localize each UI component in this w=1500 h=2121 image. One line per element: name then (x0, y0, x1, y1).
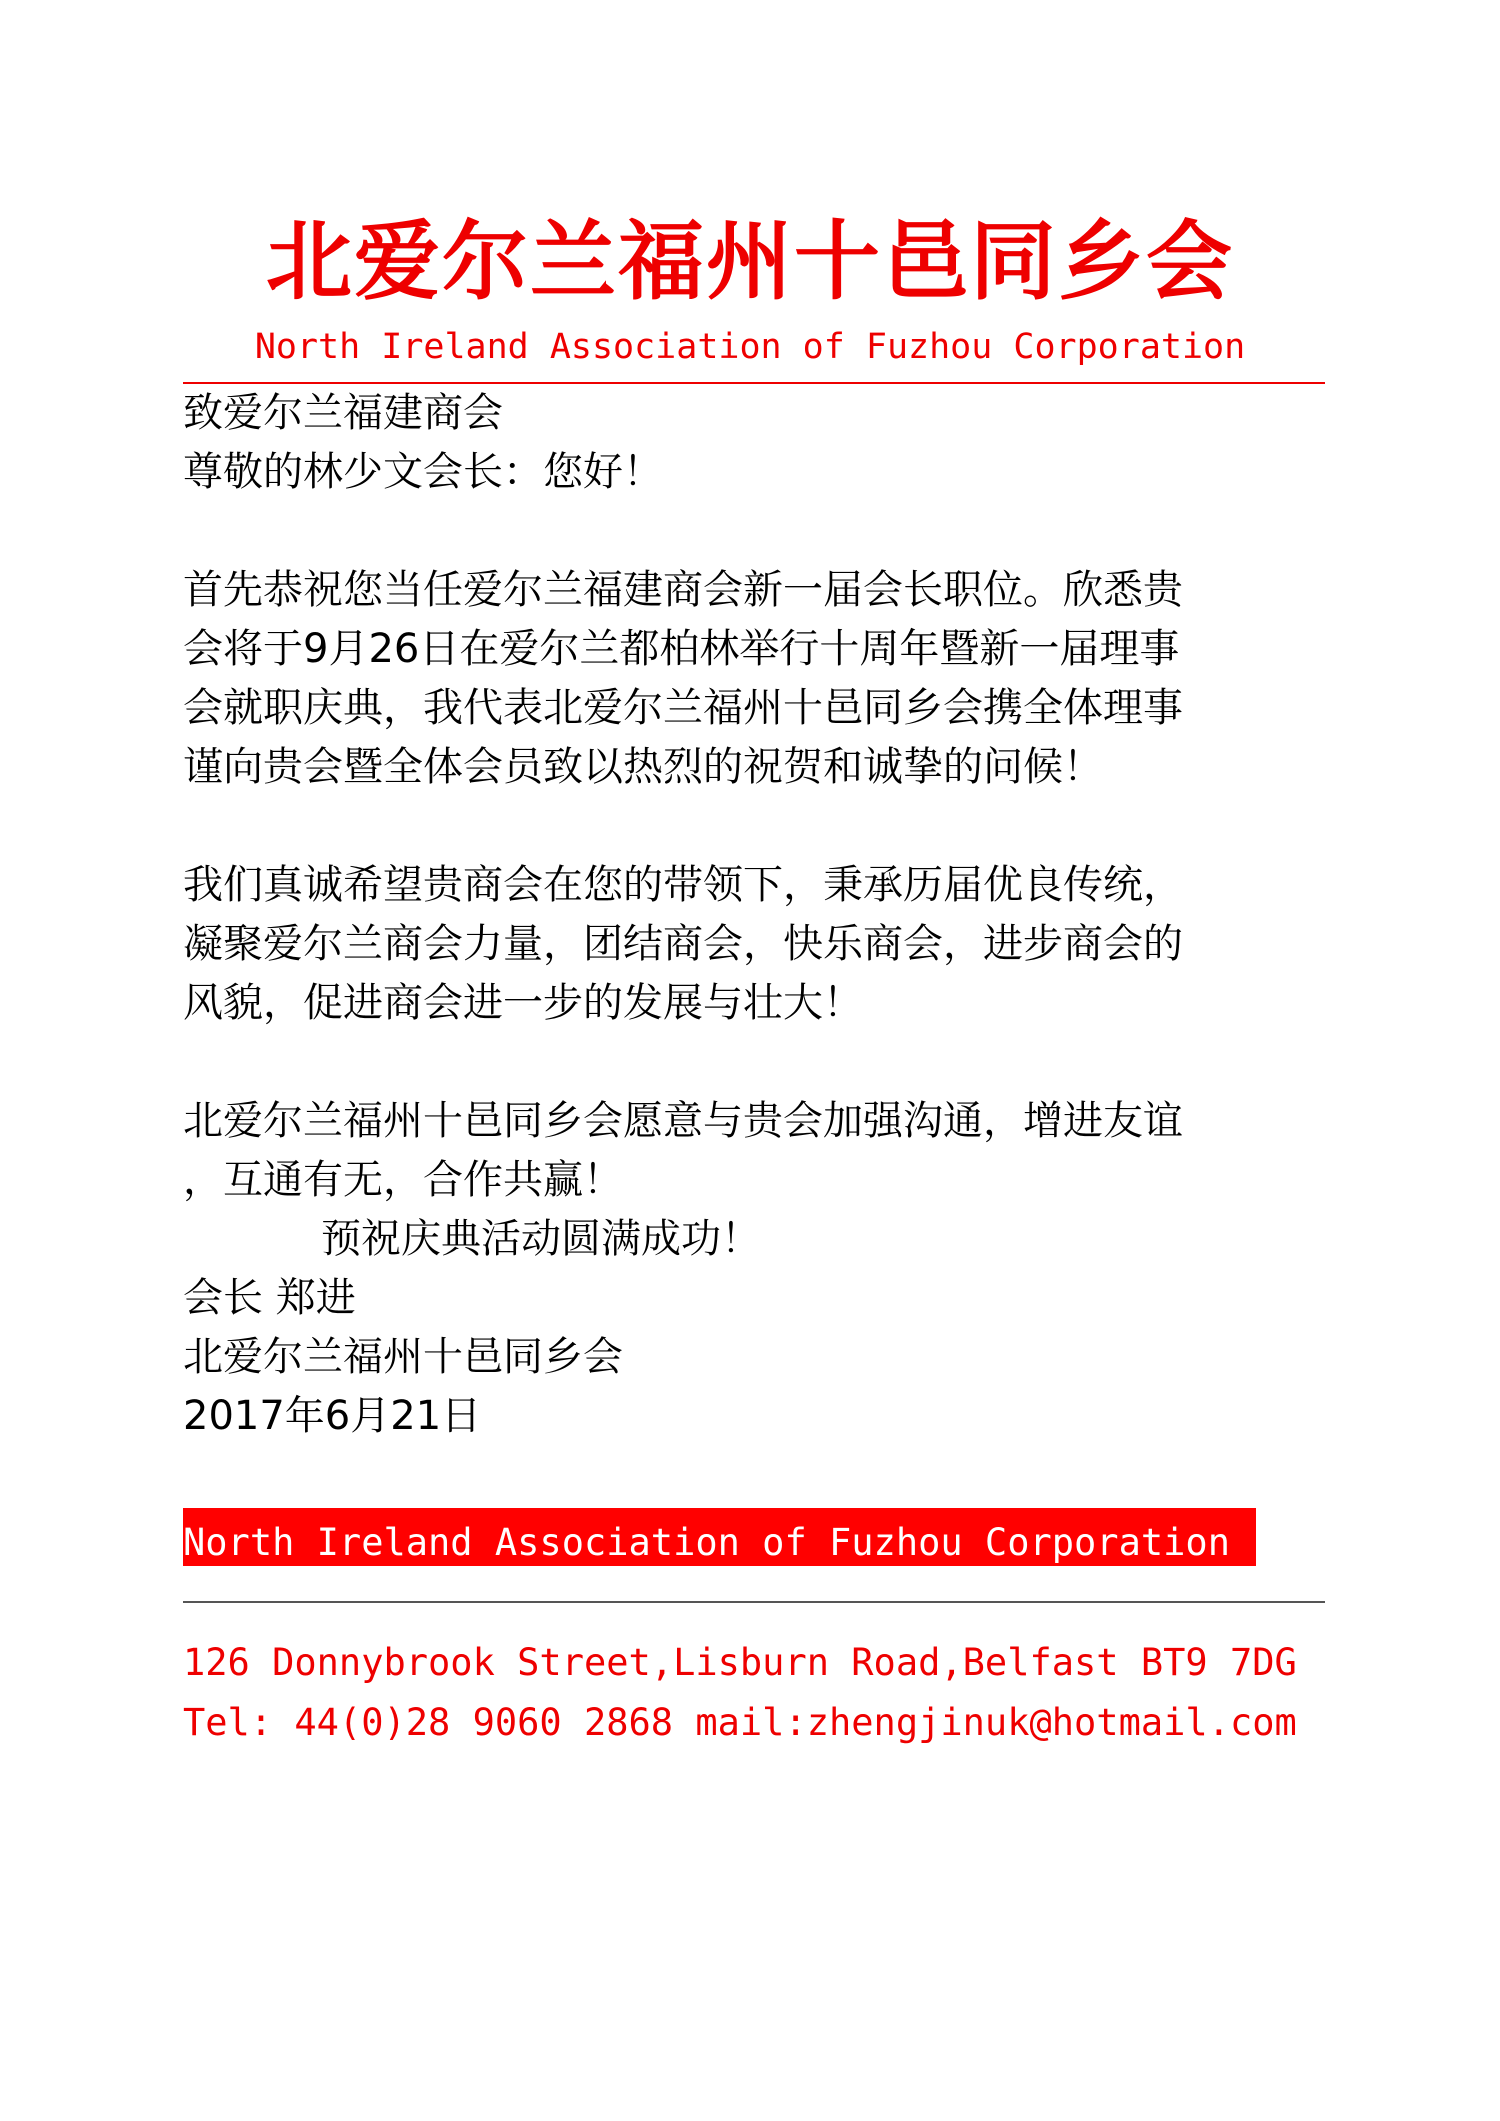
paragraph-spacer (183, 1033, 1333, 1092)
paragraph2-line: 风貌，促进商会进一步的发展与壮大！ (183, 980, 863, 1026)
paragraph2-line: 我们真诚希望贵商会在您的带领下，秉承历届优良传统， (183, 862, 1183, 908)
letter-body (183, 384, 1333, 1446)
letterhead-subtitle: North Ireland Association of Fuzhou Corporation (254, 327, 1246, 367)
footer-banner-text: North Ireland Association of Fuzhou Corporation (183, 1521, 1230, 1564)
paragraph1-line: 会将于9月26日在爱尔兰都柏林举行十周年暨新一届理事 (183, 626, 1180, 672)
letter-date: 2017年6月21日 (183, 1393, 482, 1439)
footer-divider (183, 1601, 1325, 1603)
letter-closing: 预祝庆典活动圆满成功！ (321, 1216, 761, 1262)
letter-salutation: 尊敬的林少文会长：您好！ (183, 449, 663, 495)
letter-organization: 北爱尔兰福州十邑同乡会 (183, 1334, 623, 1380)
footer-contact: Tel: 44(0)28 9060 2868 mail:zhengjinuk@hotmail.com (183, 1701, 1297, 1744)
paragraph2-line: 凝聚爱尔兰商会力量，团结商会，快乐商会，进步商会的 (183, 921, 1183, 967)
paragraph3-line: ，互通有无，合作共赢！ (183, 1157, 623, 1203)
letterhead-title: 北爱尔兰福州十邑同乡会 (266, 212, 1234, 312)
paragraph3-line: 北爱尔兰福州十邑同乡会愿意与贵会加强沟通，增进友谊 (183, 1098, 1183, 1144)
paragraph1-line: 会就职庆典，我代表北爱尔兰福州十邑同乡会携全体理事 (183, 685, 1183, 731)
paragraph1-line: 首先恭祝您当任爱尔兰福建商会新一届会长职位。欣悉贵 (183, 567, 1183, 613)
letter-recipient: 致爱尔兰福建商会 (183, 390, 503, 436)
footer-address: 126 Donnybrook Street,Lisburn Road,Belfast BT9 7DG (183, 1641, 1297, 1684)
letter-signer: 会长 郑进 (183, 1275, 356, 1321)
paragraph-spacer (183, 502, 1333, 561)
paragraph-spacer (183, 797, 1333, 856)
paragraph1-line: 谨向贵会暨全体会员致以热烈的祝贺和诚挚的问候！ (183, 744, 1103, 790)
